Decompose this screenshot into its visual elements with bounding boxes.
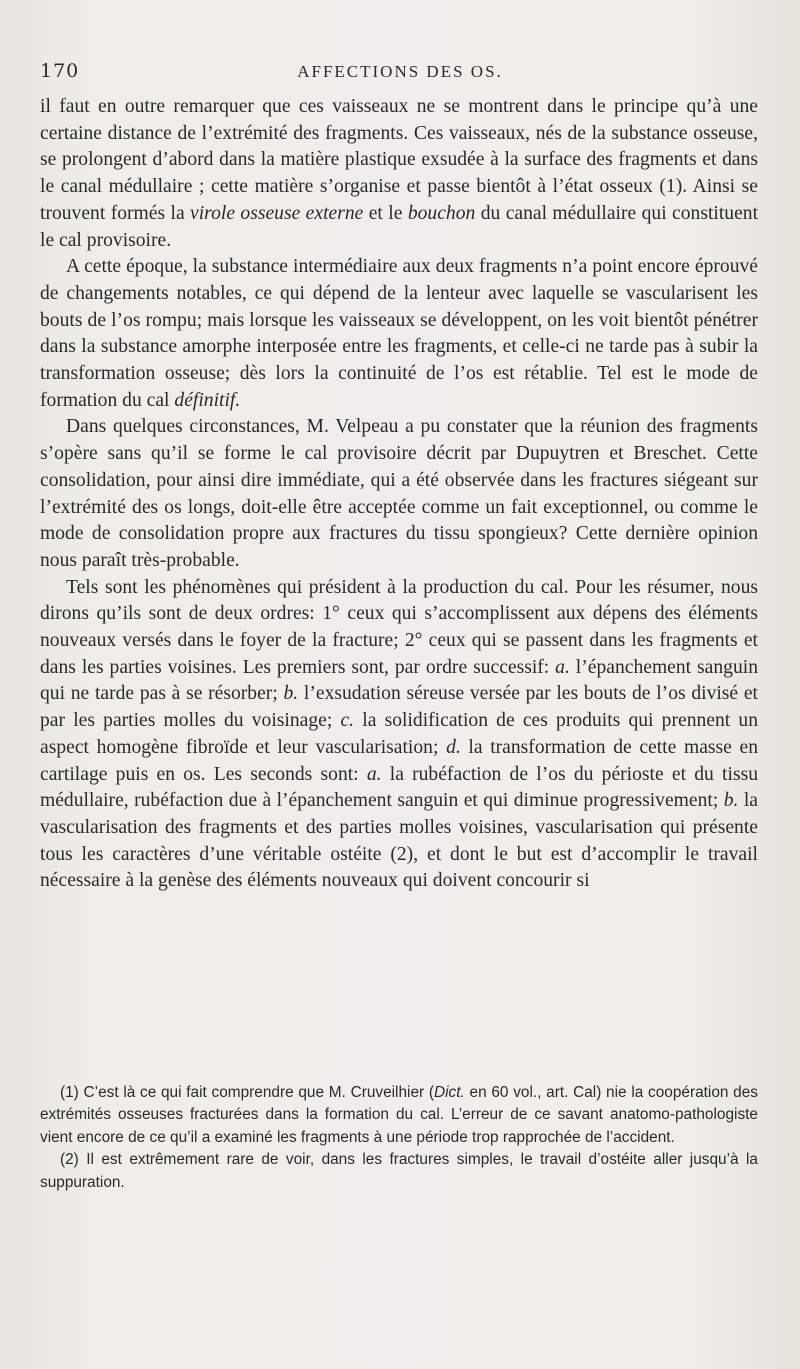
text-run: en 60 vol., art. Cal) nie la coopération des extrémités osseuses fracturées dans la formation du cal. L’erreur de ce savant anatomo-pathologiste vient encore de ce qu’il a examiné les fragments à une période trop rapprochée de l’accident. bbox=[40, 1084, 758, 1146]
text-run: la vascularisation des fragments et des parties molles voisines, vascularisation qui présente tous les caractères d’une véritable ostéite (2), et dont le but est d’accomplir le travail nécessaire à la genèse des éléments nouveaux qui doivent concourir si bbox=[40, 790, 759, 892]
text-run: Tels sont les phénomènes qui président à la production du cal. Pour les résumer, nous dirons qu’ils sont de deux ordres: 1° ceux qui s’accomplissent aux dépens des éléments nouveaux versés dans le foyer de la fracture; 2° ceux qui se passent dans les fragments et dans les parties voisines. Les premiers sont, par ordre successif: bbox=[40, 576, 758, 678]
italic-term: bouchon bbox=[407, 202, 476, 224]
list-letter: d. bbox=[446, 736, 461, 758]
paragraph bbox=[40, 254, 758, 414]
text-run: la solidification de ces produits qui prennent un aspect homogène fibroïde et leur vascularisation; bbox=[40, 710, 759, 758]
paragraph bbox=[40, 575, 758, 895]
list-letter: a. bbox=[555, 656, 570, 678]
text-run: la rubéfaction de l’os du périoste et du tissu médullaire, rubéfaction due à l’épanchement sanguin et qui diminue progressivement; bbox=[40, 763, 758, 812]
text-run: l’épanchement sanguin qui ne tarde pas à se résorber; bbox=[40, 656, 758, 705]
list-letter: a. bbox=[366, 763, 382, 785]
paragraph: Dans quelques circonstances, M. Velpeau a pu constater que la réunion des fragments s’opère sans qu’il se forme le cal provisoire décrit par Dupuytren et Breschet. Cette consolidation, pour ainsi dire immédiate, qui a été observée dans les fractures siégeant sur l’extrémité des os longs, doit-elle être acceptée comme un fait exceptionnel, ou comme le mode de consolidation propre aux fractures du tissu spongieux? Cette dernière opinion nous paraît très-probable. bbox=[40, 416, 758, 571]
main-text bbox=[40, 94, 758, 895]
footnotes bbox=[40, 1082, 758, 1194]
footnote-1 bbox=[40, 1082, 758, 1149]
list-letter: c. bbox=[340, 710, 355, 732]
page-header bbox=[40, 60, 760, 88]
text-run: A cette époque, la substance intermédiaire aux deux fragments n’a point encore éprouvé de changements notables, ce qui dépend de la lenteur avec laquelle se vascularisent les bouts de l’os rompu; mais lorsque les vaisseaux se développent, on les voit bientôt pénétrer dans la substance amorphe interposée entre les fragments, et celle-ci ne tarde pas à subir la transformation osseuse; dès lors la continuité de l’os est rétablie. Tel est le mode de formation du cal bbox=[40, 256, 758, 411]
text-run: du canal médullaire qui constituent le cal provisoire. bbox=[40, 202, 759, 251]
text-run: (1) C’est là ce qui fait comprendre que M. Cruveilhier ( bbox=[60, 1084, 434, 1101]
text-run: l’exsudation séreuse versée par les bouts de l’os divisé et par les parties molles du voisinage; bbox=[40, 683, 758, 732]
running-title: AFFECTIONS DES OS. bbox=[297, 62, 503, 81]
list-letter: b. bbox=[723, 790, 739, 812]
footnote-2: (2) Il est extrêmement rare de voir, dans les fractures simples, le travail d’ostéite aller jusqu’à la suppuration. bbox=[40, 1151, 758, 1191]
text-run: et le bbox=[363, 202, 408, 224]
paragraph bbox=[40, 94, 758, 254]
page-number: 170 bbox=[40, 60, 80, 82]
italic-term: Dict. bbox=[434, 1084, 465, 1101]
list-letter: b. bbox=[283, 683, 299, 705]
italic-term: virole osseuse externe bbox=[190, 202, 364, 224]
text-run: il faut en outre remarquer que ces vaisseaux ne se montrent dans le principe qu’à une certaine distance de l’extrémité des fragments. Ces vaisseaux, nés de la substance osseuse, se prolongent d’abord dans la matière plastique exsudée à la surface des fragments et dans le canal médullaire ; cette matière s’organise et passe bientôt à l’état osseux (1). Ainsi se trouvent formés la bbox=[40, 96, 758, 224]
italic-term: définitif. bbox=[174, 389, 241, 411]
text-run: la transformation de cette masse en cartilage puis en os. Les seconds sont: bbox=[40, 736, 758, 785]
